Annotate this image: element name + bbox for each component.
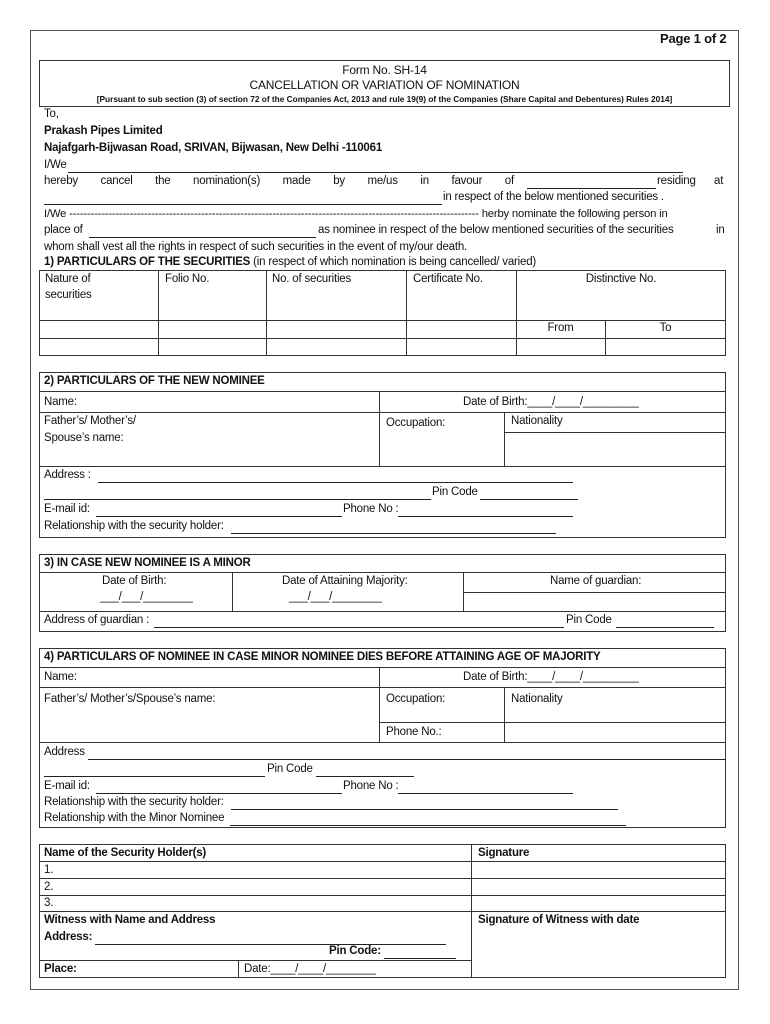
- section-rule: [39, 412, 726, 413]
- signature-rule: [39, 960, 471, 961]
- holder-name-heading: Name of the Security Holder(s): [44, 847, 207, 859]
- nominee-phone-label: Phone No :: [343, 503, 399, 515]
- minor-dob-label: Date of Birth:: [102, 575, 167, 587]
- section-divider: [463, 572, 464, 611]
- section-rule: [39, 572, 726, 573]
- alt-nominee-dob-label[interactable]: Date of Birth:____/____/_________: [463, 671, 639, 683]
- nominee-relationship-blank[interactable]: [231, 533, 556, 534]
- form-title: CANCELLATION OR VARIATION OF NOMINATION: [249, 78, 520, 92]
- col-to: To: [659, 322, 672, 334]
- cancel-sentence: [44, 175, 514, 187]
- guardian-address-label: Address of guardian :: [44, 614, 150, 626]
- majority-date-label: Date of Attaining Majority:: [282, 575, 408, 587]
- alt-nominee-name-label[interactable]: Name:: [44, 671, 77, 683]
- alt-nominee-pin-blank[interactable]: [316, 776, 414, 777]
- alt-nominee-address-blank-2[interactable]: [44, 776, 265, 777]
- alt-nominee-rel-holder-blank[interactable]: [231, 809, 618, 810]
- section-rule: [39, 687, 726, 688]
- form-number: Form No. SH-14: [342, 63, 427, 77]
- table-rule: [39, 320, 726, 321]
- section-rule: [39, 667, 726, 668]
- majority-date-blank[interactable]: ___/___/________: [289, 591, 382, 603]
- place-label[interactable]: Place:: [44, 963, 77, 975]
- section-divider: [379, 667, 380, 742]
- nominee-dob-label[interactable]: Date of Birth:____/____/_________: [463, 396, 639, 408]
- page-number: Page 1 of 2: [660, 31, 727, 46]
- col-number-of-securities: No. of securities: [272, 273, 352, 285]
- alt-nominee-nationality-label[interactable]: Nationality: [511, 693, 563, 705]
- col-distinctive: Distinctive No.: [585, 273, 657, 285]
- alt-nominee-email-label: E-mail id:: [44, 780, 90, 792]
- alt-nominee-occupation-label[interactable]: Occupation:: [386, 693, 446, 705]
- col-certificate: Certificate No.: [413, 273, 483, 285]
- nominee-email-label: E-mail id:: [44, 503, 90, 515]
- alt-nominee-phone-blank[interactable]: [398, 793, 573, 794]
- holder-row[interactable]: 3.: [44, 897, 54, 909]
- nominee-relationship-label: Relationship with the security holder:: [44, 520, 224, 532]
- section2-heading: 2) PARTICULARS OF THE NEW NOMINEE: [44, 375, 265, 387]
- section-rule: [39, 466, 726, 467]
- section1-heading: [44, 256, 536, 268]
- alt-nominee-rel-minor-blank[interactable]: [230, 825, 626, 826]
- pursuant-note: [Pursuant to sub section (3) of section 72 of the Companies Act, 2013 and rule 19(9) of the Companies (Share Capital and Debentures) Rules 2014]: [96, 94, 673, 104]
- iwe-nominate-text: I/We ------------------------------------------------------------------------------------------------------------------- herby nominate the following person in: [44, 208, 668, 220]
- in-respect-text: in respect of the below mentioned securities .: [443, 191, 664, 203]
- word: favour: [451, 175, 483, 187]
- section-rule: [379, 722, 726, 723]
- table-rule: [39, 338, 726, 339]
- guardian-pin-blank[interactable]: [616, 627, 714, 628]
- section1-title: 1) PARTICULARS OF THE SECURITIES: [44, 256, 251, 268]
- as-nominee-text: as nominee in respect of the below mentioned securities of the securities: [318, 224, 674, 236]
- word: me/us: [367, 175, 398, 187]
- witness-heading: Witness with Name and Address: [44, 914, 216, 926]
- alt-nominee-address-label: Address: [44, 746, 85, 758]
- nominee-pin-label: Pin Code: [432, 486, 478, 498]
- table-divider: [266, 270, 267, 356]
- witness-pin-blank[interactable]: [384, 958, 456, 959]
- section-divider: [232, 572, 233, 611]
- alt-nominee-address-blank[interactable]: [88, 759, 726, 760]
- signature-rule: [39, 878, 726, 879]
- date-label[interactable]: [244, 963, 376, 975]
- signature-rule: [39, 895, 726, 896]
- section-divider: [379, 391, 380, 466]
- guardian-pin-label: Pin Code: [566, 614, 612, 626]
- section-rule: [39, 391, 726, 392]
- signature-heading: Signature: [478, 847, 530, 859]
- alt-nominee-rel-minor-label: Relationship with the Minor Nominee: [44, 812, 225, 824]
- company-name: Prakash Pipes Limited: [44, 125, 163, 137]
- favour-of-blank[interactable]: [527, 188, 656, 189]
- section4-heading: 4) PARTICULARS OF NOMINEE IN CASE MINOR NOMINEE DIES BEFORE ATTAINING AGE OF MAJORITY: [44, 651, 601, 663]
- alt-nominee-parent-label[interactable]: Father’s/ Mother’s/Spouse’s name:: [44, 693, 216, 705]
- date-blank: ____/____/________: [270, 963, 376, 975]
- signature-divider: [238, 960, 239, 978]
- word: hereby: [44, 175, 78, 187]
- nominee-pin-blank[interactable]: [480, 499, 578, 500]
- section-rule: [39, 742, 726, 743]
- signature-rule: [39, 911, 726, 912]
- witness-address-blank[interactable]: [95, 944, 446, 945]
- whom-text: whom shall vest all the rights in respect of such securities in the event of my/our death.: [44, 241, 468, 253]
- alt-nominee-pin-label: Pin Code: [267, 763, 313, 775]
- section-rule: [504, 432, 726, 433]
- residing-blank[interactable]: [44, 204, 442, 205]
- section-rule: [463, 592, 726, 593]
- section-divider: [504, 412, 505, 466]
- nominee-name-label[interactable]: Name:: [44, 396, 77, 408]
- alt-nominee-rel-holder-label: Relationship with the security holder:: [44, 796, 224, 808]
- date-text: Date:: [244, 963, 271, 975]
- place-of-blank[interactable]: [89, 237, 316, 238]
- witness-pin-label: Pin Code:: [329, 945, 381, 957]
- holder-row[interactable]: 1.: [44, 864, 54, 876]
- table-divider: [158, 270, 159, 356]
- signature-rule: [39, 861, 726, 862]
- minor-dob-blank[interactable]: ___/___/________: [100, 591, 193, 603]
- to-label: To,: [44, 108, 59, 120]
- guardian-name-label[interactable]: Name of guardian:: [550, 575, 642, 587]
- nominee-nationality-label[interactable]: Nationality: [511, 415, 563, 427]
- holder-row[interactable]: 2.: [44, 881, 54, 893]
- col-nature-2: securities: [45, 289, 92, 301]
- nominee-address-blank[interactable]: [98, 482, 573, 483]
- col-from: From: [547, 322, 574, 334]
- nominee-parent-label: Father’s/ Mother’s/: [44, 415, 136, 427]
- at-label: at: [714, 175, 724, 187]
- nominee-address-blank-2[interactable]: [44, 499, 431, 500]
- word: of: [504, 175, 514, 187]
- table-divider: [406, 270, 407, 356]
- word: in: [420, 175, 429, 187]
- section1-subtitle: (in respect of which nomination is being cancelled/ varied): [250, 256, 537, 268]
- alt-nominee-phone-box-label[interactable]: Phone No.:: [386, 726, 442, 738]
- residing-label: residing: [657, 175, 696, 187]
- nominee-parent-label-2[interactable]: Spouse’s name:: [44, 432, 124, 444]
- section-divider: [504, 687, 505, 742]
- alt-nominee-phone-label: Phone No :: [343, 780, 399, 792]
- col-folio: Folio No.: [165, 273, 210, 285]
- word: by: [333, 175, 345, 187]
- word: nomination(s): [193, 175, 261, 187]
- in-label: in: [716, 224, 725, 236]
- nominee-email-blank[interactable]: [96, 516, 342, 517]
- word: the: [155, 175, 171, 187]
- nominee-address-label: Address :: [44, 469, 91, 481]
- company-address: Najafgarh-Bijwasan Road, SRIVAN, Bijwasan, New Delhi -110061: [44, 142, 383, 154]
- alt-nominee-email-blank[interactable]: [96, 793, 342, 794]
- section-rule: [39, 611, 726, 612]
- witness-address-label: Address:: [44, 931, 93, 943]
- guardian-address-blank[interactable]: [154, 627, 564, 628]
- place-of-label: place of: [44, 224, 83, 236]
- iwe-blank[interactable]: [68, 172, 683, 173]
- iwe-label: I/We: [44, 159, 67, 171]
- nominee-occupation-label[interactable]: Occupation:: [386, 417, 446, 429]
- nominee-phone-blank[interactable]: [398, 516, 573, 517]
- word: made: [282, 175, 311, 187]
- col-nature: Nature of: [45, 273, 91, 285]
- section3-heading: 3) IN CASE NEW NOMINEE IS A MINOR: [44, 557, 251, 569]
- word: cancel: [100, 175, 133, 187]
- witness-signature-heading: Signature of Witness with date: [478, 914, 640, 926]
